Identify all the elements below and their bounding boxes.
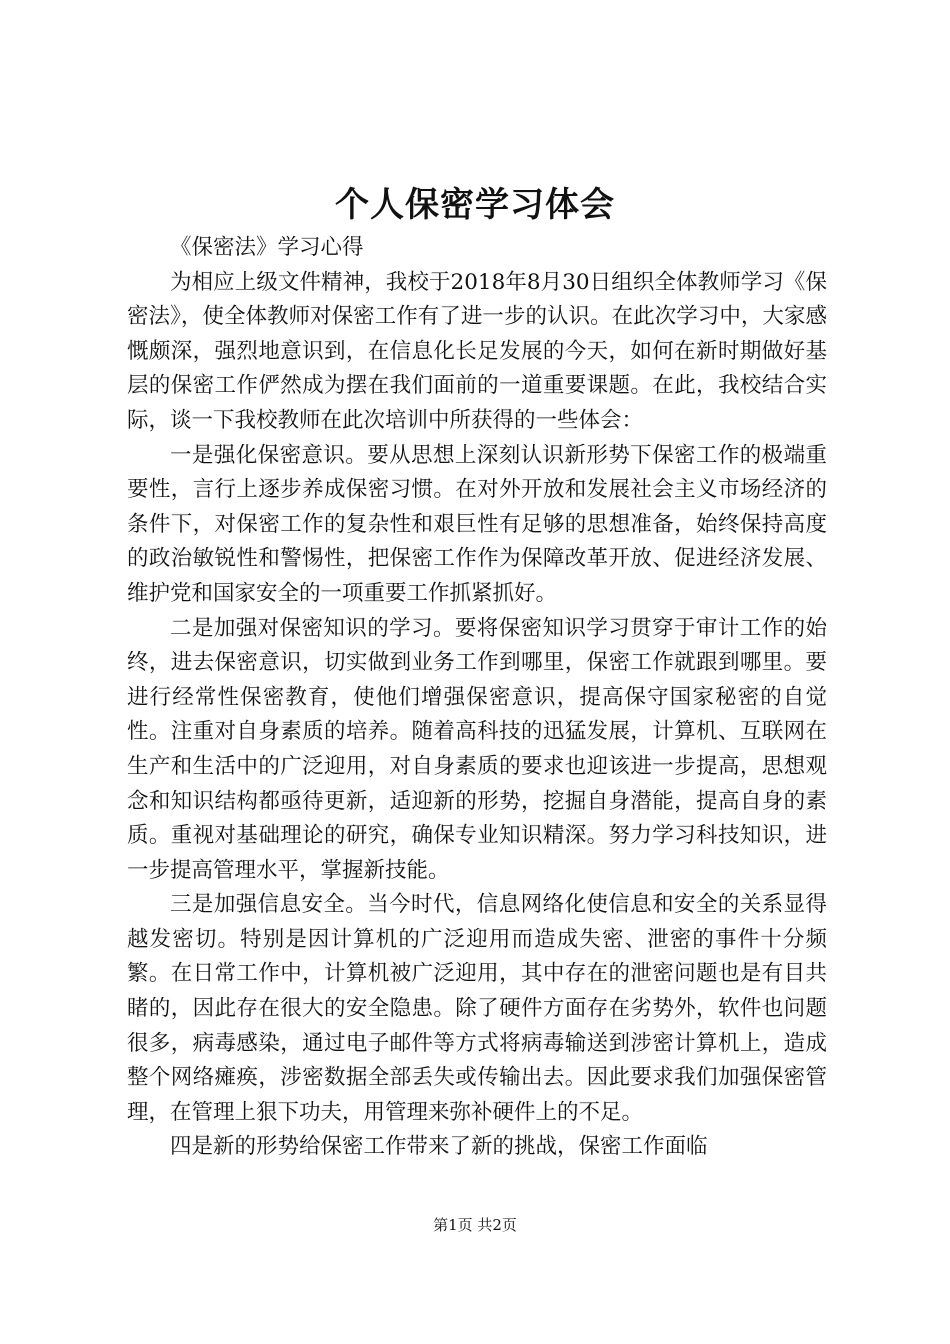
paragraph-subtitle: 《保密法》学习心得: [170, 235, 364, 260]
document-title: 个人保密学习体会: [335, 185, 615, 225]
paragraph-point-three: 三是加强信息安全。当今时代，信息网络化使信息和安全的关系显得越发密切。特别是因计算机的广泛迎用而造成失密、泄密的事件十分频繁。在日常工作中，计算机被广泛迎用，其中存在的泄密问题也是有目共睹的，因此存在很大的安全隐患。除了硬件方面存在劣势外，软件也问题很多，病毒感染，通过电子邮件等方式将病毒输送到涉密计算机上，造成整个网络瘫痪，涉密数据全部丢失或传输出去。因此要求我们加强保密管理，在管理上狠下功夫，用管理来弥补硬件上的不足。: [127, 892, 827, 1125]
paragraph-point-two: 二是加强对保密知识的学习。要将保密知识学习贯穿于审计工作的始终，进去保密意识，切实做到业务工作到哪里，保密工作就跟到哪里。要进行经常性保密教育，使他们增强保密意识，提高保守国家秘密的自觉性。注重对自身素质的培养。随着高科技的迅猛发展，计算机、互联网在生产和生活中的广泛迎用，对自身素质的要求也迎该进一步提高，思想观念和知识结构都亟待更新，适迎新的形势，挖掘自身潜能，提高自身的素质。重视对基础理论的研究，确保专业知识精深。努力学习科技知识，进一步提高管理水平，掌握新技能。: [127, 615, 827, 883]
paragraph-intro: 为相应上级文件精神，我校于2018年8月30日组织全体教师学习《保密法》，使全体教师对保密工作有了进一步的认识。在此次学习中，大家感慨颇深，强烈地意识到，在信息化长足发展的今天，如何在新时期做好基层的保密工作俨然成为摆在我们面前的一道重要课题。在此，我校结合实际，谈一下我校教师在此次培训中所获得的一些体会：: [127, 269, 827, 433]
document-body: [127, 231, 827, 1165]
page-footer: 第1页 共2页: [433, 1216, 517, 1234]
paragraph-point-four: 四是新的形势给保密工作带来了新的挑战，保密工作面临: [170, 1134, 708, 1160]
paragraph-point-one: 一是强化保密意识。要从思想上深刻认识新形势下保密工作的极端重要性，言行上逐步养成保密习惯。在对外开放和发展社会主义市场经济的条件下，对保密工作的复杂性和艰巨性有足够的思想准备，始终保持高度的政治敏锐性和警惕性，把保密工作作为保障改革开放、促进经济发展、维护党和国家安全的一项重要工作抓紧抓好。: [127, 442, 827, 606]
